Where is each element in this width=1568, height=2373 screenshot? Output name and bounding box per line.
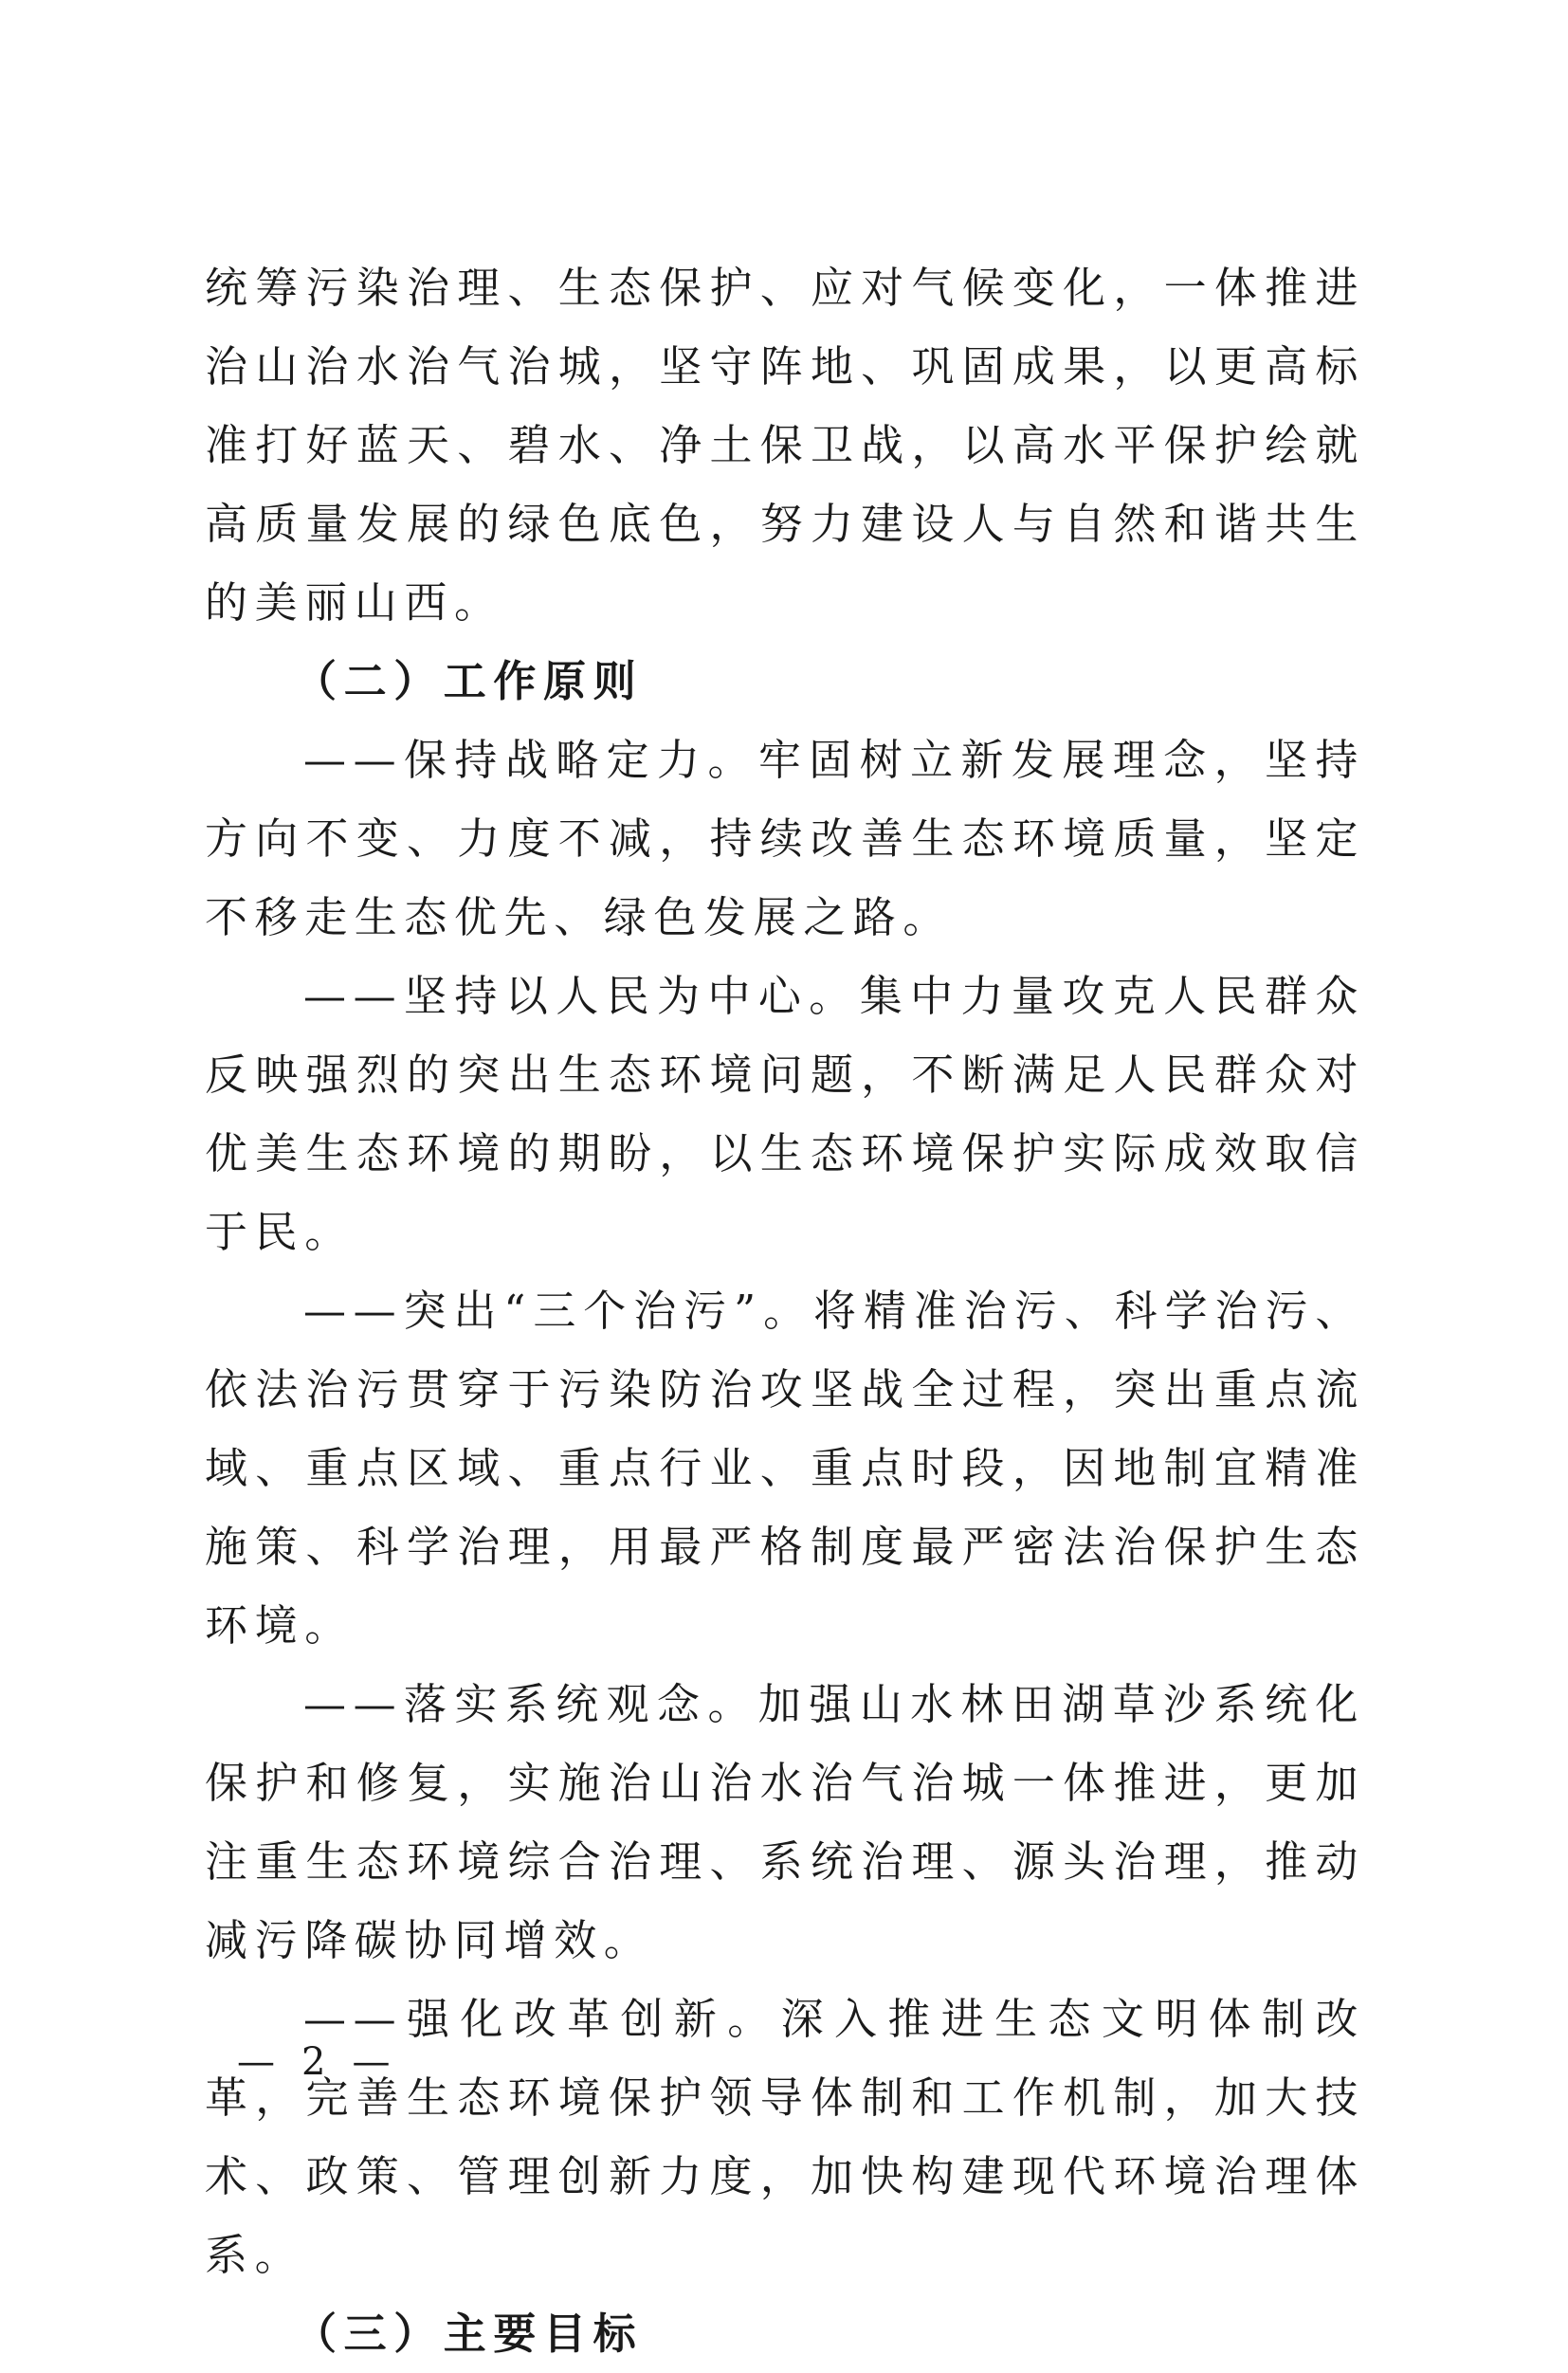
principle-systematic-approach: ——落实系统观念。加强山水林田湖草沙系统化保护和修复，实施治山治水治气治城一体推进，更加注重生态环境综合治理、系统治理、源头治理，推动减污降碳协同增效。 — [205, 1679, 1365, 1965]
principle-three-pollution-controls: ——突出“三个治污”。将精准治污、科学治污、依法治污贯穿于污染防治攻坚战全过程，突出重点流域、重点区域、重点行业、重点时段，因地制宜精准施策、科学治理，用最严格制度最严密法治保护生态环境。 — [205, 1286, 1365, 1651]
principle-reform-innovation: ——强化改革创新。深入推进生态文明体制改革，完善生态环境保护领导体制和工作机制，加大技术、政策、管理创新力度，加快构建现代环境治理体系。 — [205, 1994, 1365, 2280]
section-heading-main-goals: （三）主要目标 — [294, 2309, 644, 2359]
principle-people-centered: ——坚持以人民为中心。集中力量攻克人民群众反映强烈的突出生态环境问题，不断满足人民群众对优美生态环境的期盼，以生态环境保护实际成效取信于民。 — [205, 971, 1365, 1257]
section-heading-work-principles: （二）工作原则 — [294, 656, 644, 706]
footer-dash-left: — — [237, 2040, 275, 2084]
principle-strategic-focus: ——保持战略定力。牢固树立新发展理念，坚持方向不变、力度不减，持续改善生态环境质量，坚定不移走生态优先、绿色发展之路。 — [205, 735, 1365, 942]
paragraph-intro-continuation: 统筹污染治理、生态保护、应对气候变化，一体推进治山治水治气治城，坚守阵地、巩固成果，以更高标准打好蓝天、碧水、净土保卫战，以高水平保护绘就高质量发展的绿色底色，努力建设人与自然和谐共生的美丽山西。 — [205, 263, 1365, 628]
footer-dash-right: — — [352, 2040, 391, 2084]
page-footer — [237, 2034, 390, 2090]
page-number: 2 — [301, 2040, 326, 2084]
